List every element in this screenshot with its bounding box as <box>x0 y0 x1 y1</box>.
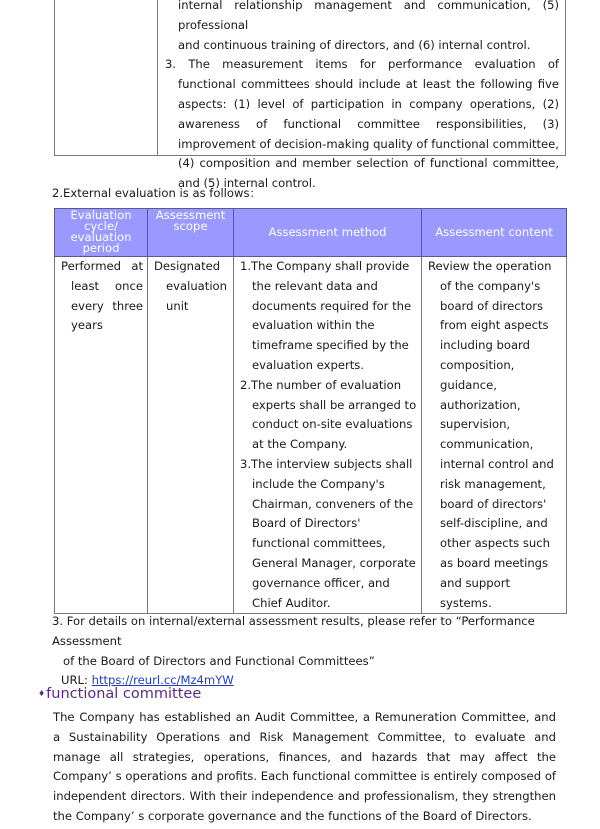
method-item-1: 1.The Company shall provide the relevant data and documents required for the evaluation within the timeframe specified by the evaluation experts. <box>240 259 412 372</box>
evaluation-cycle-text: Performed at least once every three years <box>61 259 143 333</box>
column-divider <box>157 0 158 155</box>
diamond-bullet-icon: ♦ <box>38 689 46 698</box>
assessment-content-text: Review the operation of the company's board of directors from eight aspects including board composition, guidance, authorization, supervision, communication, internal control and risk management, board of directors' self-discipline, and other aspects such as board meetings and support systems. <box>428 259 554 610</box>
external-evaluation-table <box>54 208 567 614</box>
note-line-2: of the Board of Directors and Functional Committees” <box>63 653 375 668</box>
method-item-2: 2.The number of evaluation experts shall be arranged to conduct on-site evaluations at the Company. <box>240 377 417 452</box>
cell-assessment-method <box>234 257 422 614</box>
cell-assessment-content <box>422 257 567 614</box>
assessment-scope-text: Designated evaluation unit <box>154 259 227 313</box>
internal-evaluation-table-continued <box>54 0 566 191</box>
continued-line: internal relationship management and communication, (5) professional <box>178 0 559 32</box>
external-evaluation-label: 2.External evaluation is as follows： <box>52 186 262 200</box>
header-assessment-content: Assessment content <box>422 209 567 257</box>
cell-evaluation-cycle <box>55 257 148 614</box>
assessment-results-note <box>52 612 567 691</box>
method-item-3: 3.The interview subjects shall include the Company's Chairman, conveners of the Board of Directors' functional committees, General Manager, corporate governance officer, and Chief Auditor. <box>240 456 416 610</box>
cell-assessment-scope <box>148 257 234 614</box>
continued-line: and continuous training of directors, and (6) internal control. <box>178 37 531 52</box>
url-label: URL: <box>61 673 92 688</box>
measurement-items-cell <box>165 0 559 194</box>
heading-text: functional committee <box>46 686 202 702</box>
table-row <box>55 257 567 614</box>
measurement-item-3: 3. The measurement items for performance evaluation of functional committees should include at least the following five aspects: (1) level of participation in company operations, (2) awareness of functional committee responsibilities, (3) improvement of decision-making quality of functional committee, (4) composition and member selection of functional committee, and (5) internal control. <box>165 57 559 191</box>
header-assessment-scope: Assessment scope <box>148 209 234 257</box>
assessment-results-link[interactable]: https://reurl.cc/Mz4mYW <box>91 673 234 688</box>
table-header-row <box>55 209 567 257</box>
header-assessment-method: Assessment method <box>234 209 422 257</box>
functional-committee-paragraph: The Company has established an Audit Committee, a Remuneration Committee, and a Sustainability Operations and Risk Management Committee, to evaluate and manage all strategies, operations, finances, and hazards that may affect the Company’ s operations and profits. Each functional committee is entirely composed of independent directors. With their independence and professionalism, they strengthen the Company’ s corporate governance and the functions of the Board of Directors. <box>53 710 556 823</box>
functional-committee-heading <box>38 684 201 704</box>
header-evaluation-cycle: Evaluation cycle/ evaluation period <box>55 209 148 257</box>
note-line-1: 3. For details on internal/external assessment results, please refer to “Performance Assessment <box>52 614 535 648</box>
